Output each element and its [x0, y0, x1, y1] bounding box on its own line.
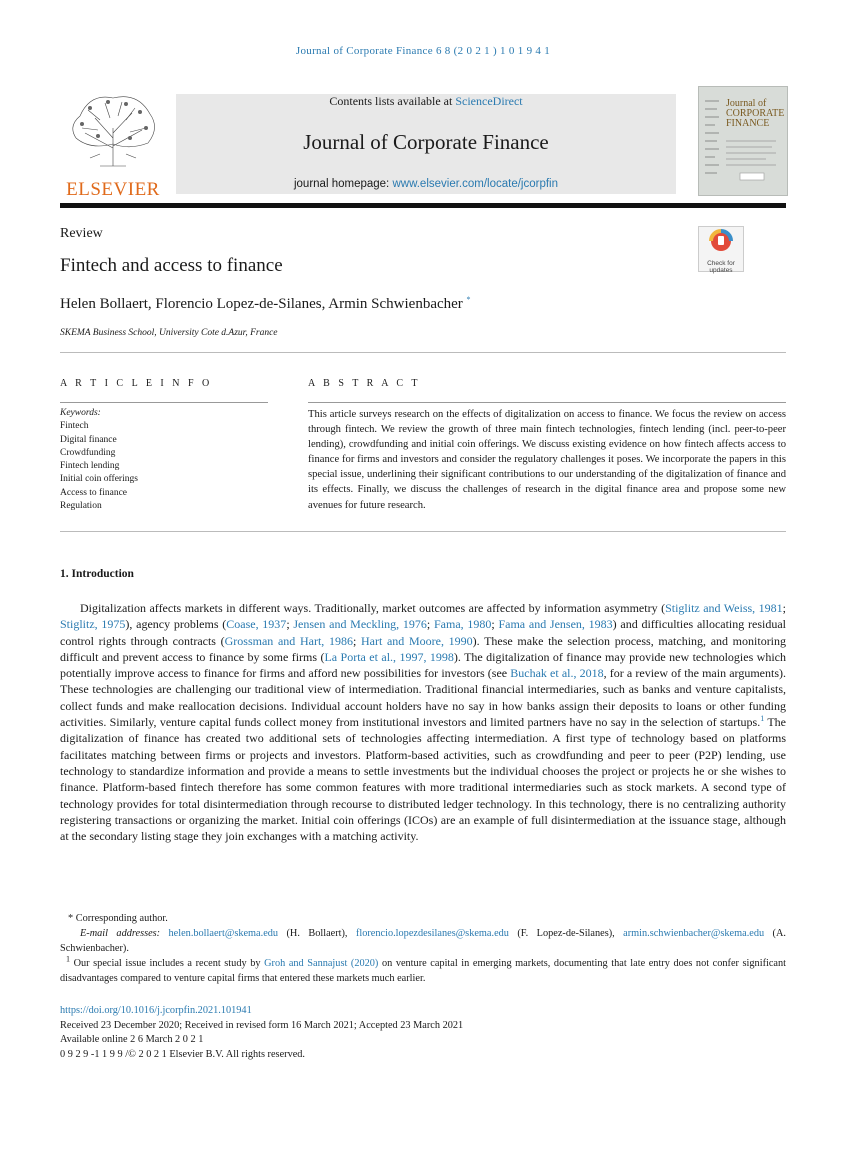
citation-link[interactable]: Fama and Jensen, 1983 [498, 617, 613, 632]
text-run: ; [491, 617, 499, 632]
corresponding-author-mark[interactable]: * [466, 295, 471, 304]
copyright: 0 9 2 9 -1 1 9 9 /© 2 0 2 1 Elsevier B.V. All rights reserved. [60, 1048, 306, 1060]
article-info-heading: A R T I C L E I N F O [60, 378, 213, 389]
footnote-mark: * [68, 913, 74, 924]
citation-link[interactable]: Buchak et al., 2018 [510, 666, 604, 681]
citation-link[interactable]: Hart and Moore, 1990 [360, 633, 473, 648]
text-run: (F. Lopez-de-Silanes), [508, 928, 624, 939]
journal-cover[interactable] [698, 86, 788, 196]
keyword-item: Regulation [60, 501, 102, 512]
footnote-link[interactable]: 1 [760, 714, 765, 724]
keywords-block [60, 407, 138, 513]
article-type: Review [60, 226, 103, 241]
journal-banner [176, 94, 676, 194]
abstract-text: This article surveys research on the effects of digitalization on access to finance. We focus the review on access through fintech. We review the growth of three main fintech technologies, fintech lending (incl. peer-to-peer lending), crowdfunding and initial coin offerings. We discuss existing evidence on how fintech affects access to finance for firms and investors and consider the regulatory challenges it poses. We incorporate the papers in this special issue, underlining their significant contributions to our understanding of the digitalization of finance and its effects. Finally, we discuss the challenges of research in the digital finance area and propose some new avenues for future research. [308, 409, 786, 511]
cover-text-icon [726, 137, 780, 183]
author-list [60, 296, 471, 313]
email-addresses [60, 926, 786, 956]
article-info-rule [60, 402, 268, 403]
text-run: on venture capital in emerging markets, documenting that late entry does not confer significant disadvantages compared to venture capital firms that entered these markets much earlier. [60, 958, 787, 984]
cover-sidebar [705, 95, 721, 185]
text-run: Our special issue includes a recent study by [70, 958, 265, 969]
publisher-name: ELSEVIER [66, 179, 160, 200]
cover-title [726, 99, 784, 129]
available-online: Available online 2 6 March 2 0 2 1 [60, 1034, 204, 1045]
text-run: ). These make the selection process, matching, and monitoring difficult and prevent access to finance by some firms ( [60, 633, 787, 664]
keyword-item: Digital finance [60, 434, 117, 445]
email-link[interactable]: florencio.lopezdesilanes@skema.edu [355, 928, 509, 939]
abstract-heading: A B S T R A C T [308, 378, 421, 389]
keyword-item: Access to finance [60, 487, 127, 498]
text-run: ; [426, 617, 434, 632]
divider [60, 352, 786, 353]
homepage-line [176, 178, 676, 190]
text-run: The digitalization of finance has created two additional sets of technologies affecting intermediation. A first type of technology based on platforms facilitates matching between firms or projects and investors. Platform-based activities, such as crowdfunding and peer to peer (P2P) lending, use technology to standardize information and provide a means to settle investments but the individual chooses the project or projects he or she wishes to finance. Platform-based fintech therefore has some common features with more traditional intermediaries such as stock markets. A second type of technology provides for total disintermediation through recourse to distributed ledger technology. In this technology, there is no centralizing authority registering transactions or organizing the market. Initial coin offerings (ICOs) are an example of full disintermediation at the issuance stage, although at the secondary listing stage they join exchanges with a matching activity. [60, 715, 786, 844]
cover-title-line-2: CORPORATE [726, 108, 785, 119]
contents-prefix: Contents lists available at [329, 94, 456, 108]
homepage-link[interactable]: www.elsevier.com/locate/jcorpfin [392, 178, 558, 190]
doi-link[interactable]: https://doi.org/10.1016/j.jcorpfin.2021.101941 [60, 1005, 252, 1016]
elsevier-logo [60, 88, 166, 200]
citation-link[interactable]: Fama, 1980 [433, 617, 492, 632]
text-run: ), agency problems ( [125, 617, 227, 632]
text-run: ; [352, 633, 361, 648]
text-run: Corresponding author. [73, 913, 168, 924]
header-rule [60, 203, 786, 208]
authors-text: Helen Bollaert, Florencio Lopez-de-Silanes, Armin Schwienbacher [60, 296, 463, 312]
cover-title-line-1: Journal of [726, 98, 767, 109]
text-run: ). The digitalization of finance may provide new technologies which potentially improve access to finance for firms and afford new possibilities for investors (see [60, 649, 786, 681]
text-run: (A. Schwienbacher). [60, 928, 786, 954]
citation-link[interactable]: Coase, 1937 [226, 617, 287, 632]
check-for-updates-button[interactable] [698, 226, 744, 272]
introduction-paragraph [60, 600, 786, 844]
received-dates: Received 23 December 2020; Received in revised form 16 March 2021; Accepted 23 March 2021 [60, 1019, 464, 1031]
article-title: Fintech and access to finance [60, 255, 283, 276]
text-run: , for a review of the main arguments). These technologies are challenging our traditional view of intermediation. Traditional financial intermediaries, such as banks and venture capitalists, collect funds and make reallocation decisions. Individual account holders have no say in how banks assign their deposits to loans or other funding activities. Similarly, venture capital funds collect money from institutional investors and limited partners have no say in the selection of startups. [60, 666, 786, 730]
cover-lines-icon [705, 95, 721, 185]
footnote-mark: 1 [66, 954, 70, 964]
text-run: Digitalization affects markets in different ways. Traditionally, market outcomes are affected by information asymmetry ( [80, 601, 666, 615]
cover-contents [726, 137, 780, 183]
text-run: ; [782, 601, 786, 615]
check-updates-label: Check for updates [707, 260, 735, 274]
footnotes [60, 911, 786, 986]
section-heading-introduction: 1. Introduction [60, 568, 134, 580]
corresponding-author-note [60, 911, 786, 926]
citation-link[interactable]: Stiglitz and Weiss, 1981 [665, 601, 783, 615]
affiliation: SKEMA Business School, University Cote d.Azur, France [60, 328, 278, 338]
check-updates-icon [699, 227, 743, 255]
journal-title: Journal of Corporate Finance [303, 130, 549, 154]
sciencedirect-link[interactable]: ScienceDirect [455, 94, 523, 108]
email-label: E-mail addresses: [80, 928, 169, 939]
citation-link[interactable]: Stiglitz, 1975 [60, 617, 126, 632]
keywords-label: Keywords: [60, 408, 101, 418]
text-run: ) and difficulties allocating residual control rights through contracts ( [60, 617, 786, 648]
keyword-item: Crowdfunding [60, 447, 116, 458]
elsevier-tree-icon [60, 88, 166, 168]
abstract-rule [308, 402, 786, 403]
text-run: (H. Bollaert), [278, 928, 356, 939]
citation-link[interactable]: Groh and Sannajust (2020) [264, 958, 379, 969]
text-run: ; [286, 617, 294, 632]
publication-info [60, 1004, 463, 1062]
keyword-item: Initial coin offerings [60, 474, 138, 485]
keyword-item: Fintech lending [60, 461, 120, 472]
citation-link[interactable]: Jensen and Meckling, 1976 [293, 617, 427, 632]
citation-link[interactable]: Grossman and Hart, 1986 [224, 633, 353, 648]
keyword-item: Fintech [60, 421, 89, 432]
footnote-1 [60, 956, 786, 986]
email-link[interactable]: armin.schwienbacher@skema.edu [623, 928, 765, 939]
cover-title-line-3: FINANCE [726, 118, 770, 129]
homepage-prefix: journal homepage: [293, 178, 393, 190]
journal-citation[interactable]: Journal of Corporate Finance 6 8 (2 0 2 1 ) 1 0 1 9 4 1 [295, 45, 551, 57]
divider [60, 531, 786, 532]
contents-line [176, 94, 676, 109]
email-link[interactable]: helen.bollaert@skema.edu [168, 928, 279, 939]
citation-link[interactable]: La Porta et al., 1997, 1998 [324, 649, 454, 664]
